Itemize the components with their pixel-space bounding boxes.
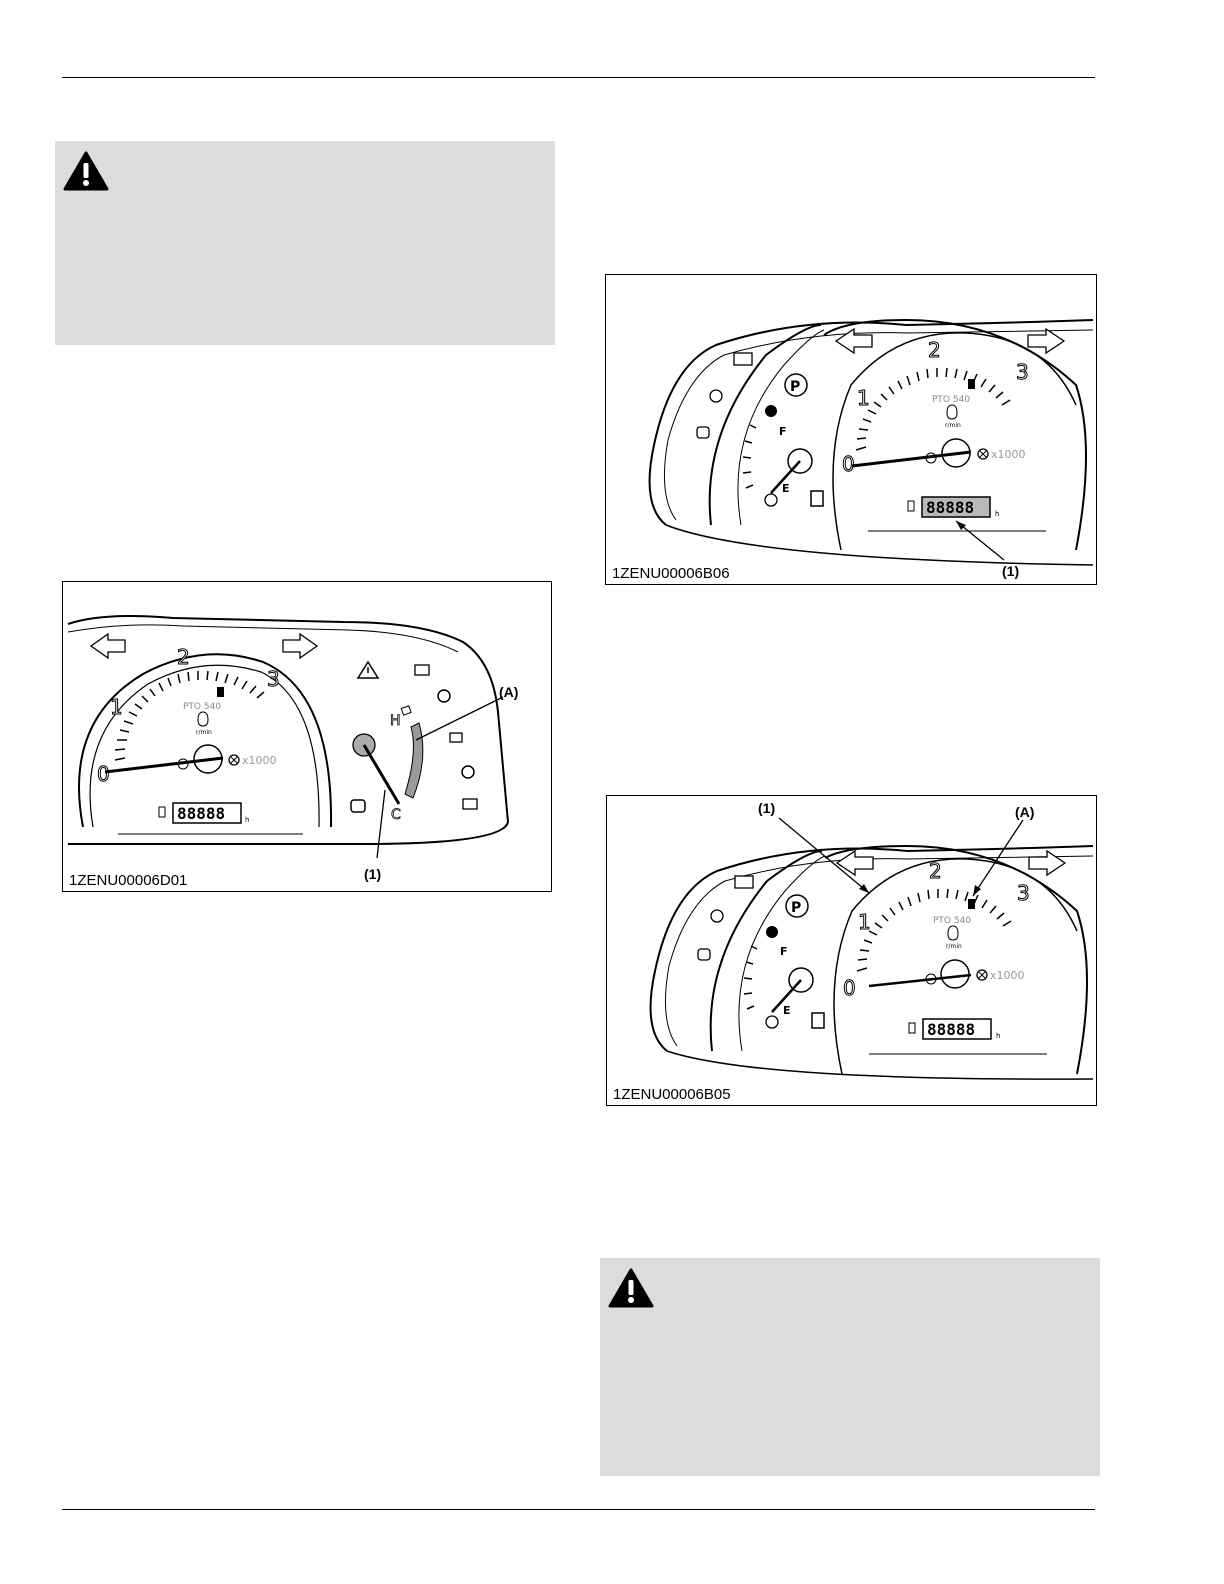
turn-left-arrow-icon bbox=[91, 634, 125, 658]
tach-multiplier: x1000 bbox=[242, 754, 277, 767]
pto-label: PTO 540 bbox=[932, 395, 971, 405]
coolant-temperature-icon bbox=[351, 800, 365, 812]
pto-label: PTO 540 bbox=[183, 702, 222, 712]
turn-right-arrow-icon bbox=[1028, 329, 1064, 353]
master-warning-icon bbox=[358, 662, 378, 678]
callout-a: (A) bbox=[1015, 804, 1035, 820]
fuel-empty-label: E bbox=[783, 1004, 791, 1017]
warning-triangle-icon bbox=[63, 151, 109, 191]
hour-meter-value: 88888 bbox=[926, 498, 975, 517]
fuel-full-label: F bbox=[779, 425, 787, 438]
tach-tick-label-0: 0 bbox=[843, 976, 856, 1000]
battery-icon bbox=[734, 353, 752, 365]
tach-tick-label-1: 1 bbox=[857, 386, 870, 410]
callout-1: (1) bbox=[1002, 563, 1020, 579]
callout-1: (1) bbox=[758, 800, 776, 816]
warning-triangle-icon bbox=[608, 1268, 654, 1308]
glow-plug-icon bbox=[698, 949, 710, 960]
tach-tick-label-2: 2 bbox=[929, 859, 942, 883]
engine-check-icon bbox=[462, 766, 474, 778]
instrument-panel-d01 bbox=[63, 582, 551, 891]
instrument-panel-b06 bbox=[606, 275, 1096, 584]
glow-plug-icon bbox=[697, 427, 709, 438]
pto-unit: r/min bbox=[196, 729, 212, 736]
pto-unit: r/min bbox=[945, 422, 961, 429]
pto-unit: r/min bbox=[946, 943, 962, 950]
callout-1: (1) bbox=[364, 866, 382, 882]
callout-a: (A) bbox=[499, 684, 519, 700]
tach-tick-label-2: 2 bbox=[177, 645, 190, 669]
warning-box-2 bbox=[600, 1258, 1100, 1476]
figure-id: 1ZENU00006B06 bbox=[612, 565, 730, 582]
tach-tick-label-3: 3 bbox=[1017, 881, 1030, 905]
figure-id: 1ZENU00006B05 bbox=[613, 1086, 731, 1103]
park-label: P bbox=[791, 900, 802, 916]
engine-check-icon bbox=[438, 690, 450, 702]
oil-pressure-icon bbox=[710, 390, 722, 402]
park-label: P bbox=[790, 379, 801, 395]
tach-tick-label-1: 1 bbox=[858, 910, 871, 934]
dpf-regeneration-icon bbox=[415, 665, 429, 675]
warning-box-1 bbox=[55, 141, 555, 345]
temp-hot-label: H bbox=[390, 713, 401, 729]
footer-rule bbox=[62, 1509, 1095, 1510]
oil-pressure-icon bbox=[711, 910, 723, 922]
tach-ticks bbox=[856, 368, 1010, 450]
turn-right-arrow-icon bbox=[1029, 851, 1065, 875]
fuel-pump-icon bbox=[811, 491, 823, 506]
tach-tick-label-1: 1 bbox=[110, 695, 123, 719]
dpf-regeneration-icon bbox=[450, 733, 462, 742]
engine-check-icon bbox=[463, 799, 477, 809]
turn-right-arrow-icon bbox=[283, 634, 317, 658]
hour-meter-value: 88888 bbox=[927, 1020, 976, 1039]
fuel-pump-icon bbox=[812, 1013, 824, 1028]
tach-tick-label-0: 0 bbox=[97, 762, 110, 786]
tach-tick-label-2: 2 bbox=[928, 338, 941, 362]
hour-meter-value: 88888 bbox=[177, 804, 226, 823]
figure-id: 1ZENU00006D01 bbox=[69, 872, 188, 889]
temp-cold-label: C bbox=[391, 807, 401, 823]
battery-icon bbox=[735, 876, 753, 888]
tach-multiplier: x1000 bbox=[990, 969, 1025, 982]
tach-ticks bbox=[115, 671, 264, 760]
figure-b05 bbox=[606, 795, 1097, 1106]
tach-tick-label-0: 0 bbox=[842, 452, 855, 476]
figure-b06 bbox=[605, 274, 1097, 585]
fuel-empty-label: E bbox=[782, 482, 790, 495]
hour-meter-unit: h bbox=[995, 510, 1000, 518]
hour-meter-unit: h bbox=[996, 1032, 1001, 1040]
tach-tick-label-3: 3 bbox=[267, 667, 280, 691]
header-rule bbox=[62, 77, 1095, 78]
tach-tick-label-3: 3 bbox=[1016, 360, 1029, 384]
fuel-full-label: F bbox=[780, 945, 788, 958]
instrument-panel-b05 bbox=[607, 796, 1096, 1105]
tach-multiplier: x1000 bbox=[991, 448, 1026, 461]
figure-d01 bbox=[62, 581, 552, 892]
pto-label: PTO 540 bbox=[933, 916, 972, 926]
hour-meter-unit: h bbox=[245, 816, 250, 824]
tach-ticks bbox=[857, 889, 1011, 971]
